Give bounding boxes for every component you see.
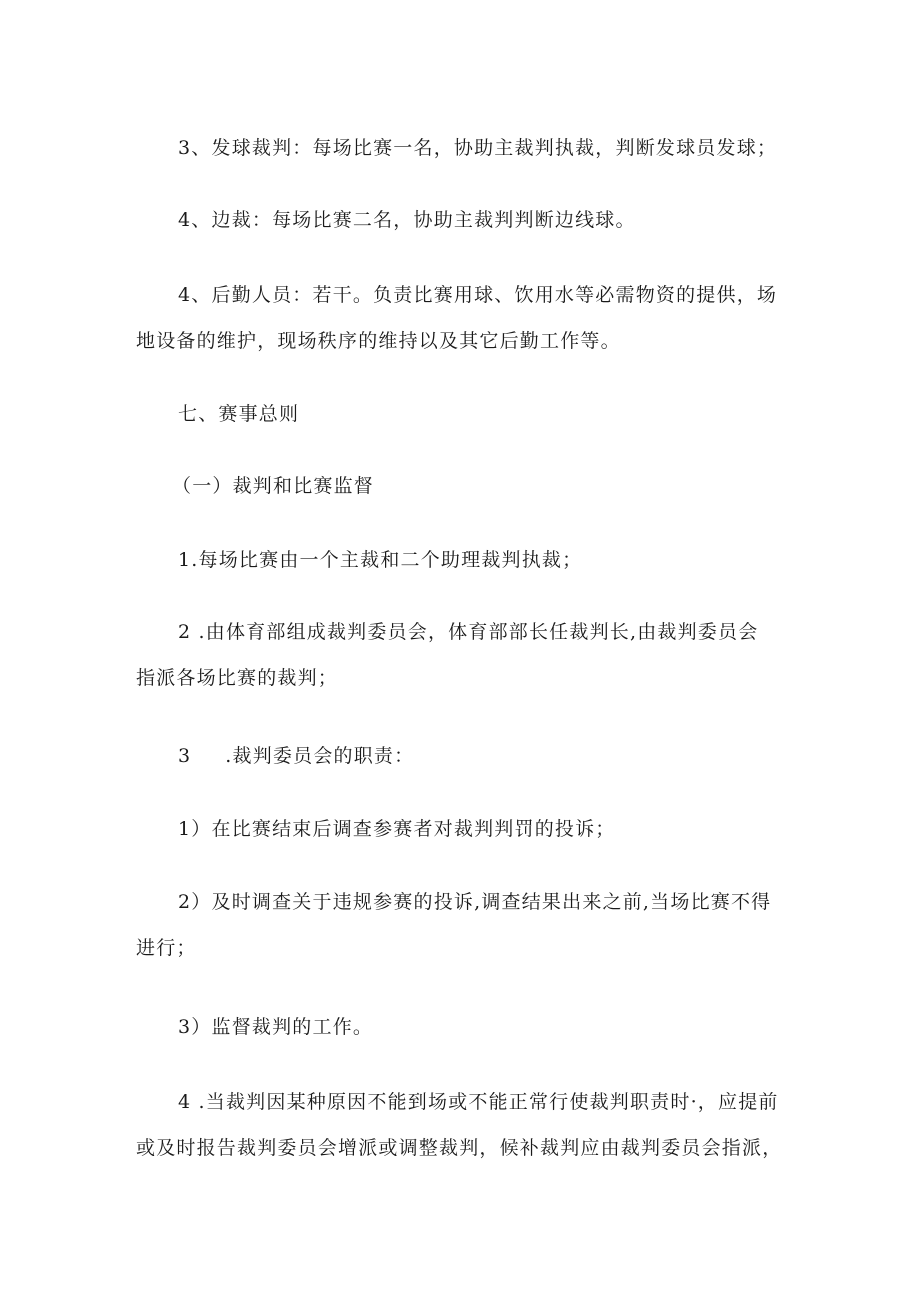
heading-text: （一）裁判和比赛监督 — [172, 475, 375, 497]
text-line: .裁判委员会的职责： — [225, 745, 415, 767]
paragraph-item-2 — [136, 609, 776, 701]
text-line: 4、边裁：每场比赛二名，协助主裁判判断边线球。 — [178, 209, 636, 231]
heading-text: 七、赛事总则 — [178, 403, 300, 425]
text-line-continued: 或及时报告裁判委员会增派或调整裁判，候补裁判应由裁判委员会指派， — [136, 1137, 783, 1159]
text-line: 1）在比赛结束后调查参赛者对裁判判罚的投诉； — [178, 818, 616, 840]
text-line: 1.每场比赛由一个主裁和二个助理裁判执裁； — [178, 549, 583, 571]
paragraph-logistics-staff — [136, 272, 776, 364]
text-line: 4、后勤人员：若干。负责比赛用球、饮用水等必需物资的提供，场 — [178, 284, 778, 306]
paragraph-line-judge — [136, 197, 776, 243]
item-number: 3 — [178, 745, 192, 767]
text-line-continued: 进行； — [136, 937, 197, 959]
text-line-continued: 指派各场比赛的裁判； — [136, 667, 339, 689]
text-line-continued: 地设备的维护，现场秩序的维持以及其它后勤工作等。 — [136, 330, 621, 352]
paragraph-item-4 — [136, 1079, 783, 1171]
paragraph-duty-1 — [136, 806, 776, 852]
paragraph-item-3 — [136, 733, 776, 779]
text-line: 3）监督裁判的工作。 — [178, 1016, 374, 1038]
section-heading-general-rules — [136, 391, 776, 437]
text-line: 2）及时调查关于违规参赛的投诉,调查结果出来之前,当场比赛不得 — [178, 891, 772, 913]
paragraph-serve-referee — [136, 125, 776, 171]
paragraph-duty-2 — [136, 879, 776, 971]
text-line: 2 .由体育部组成裁判委员会，体育部部长任裁判长,由裁判委员会 — [178, 621, 759, 643]
paragraph-duty-3 — [136, 1004, 776, 1050]
text-line: 4 .当裁判因某种原因不能到场或不能正常行使裁判职责时·，应提前 — [178, 1091, 779, 1113]
text-line: 3、发球裁判：每场比赛一名，协助主裁判执裁，判断发球员发球； — [178, 137, 778, 159]
subsection-heading-referee-supervision — [172, 463, 812, 509]
paragraph-item-1 — [136, 537, 776, 583]
